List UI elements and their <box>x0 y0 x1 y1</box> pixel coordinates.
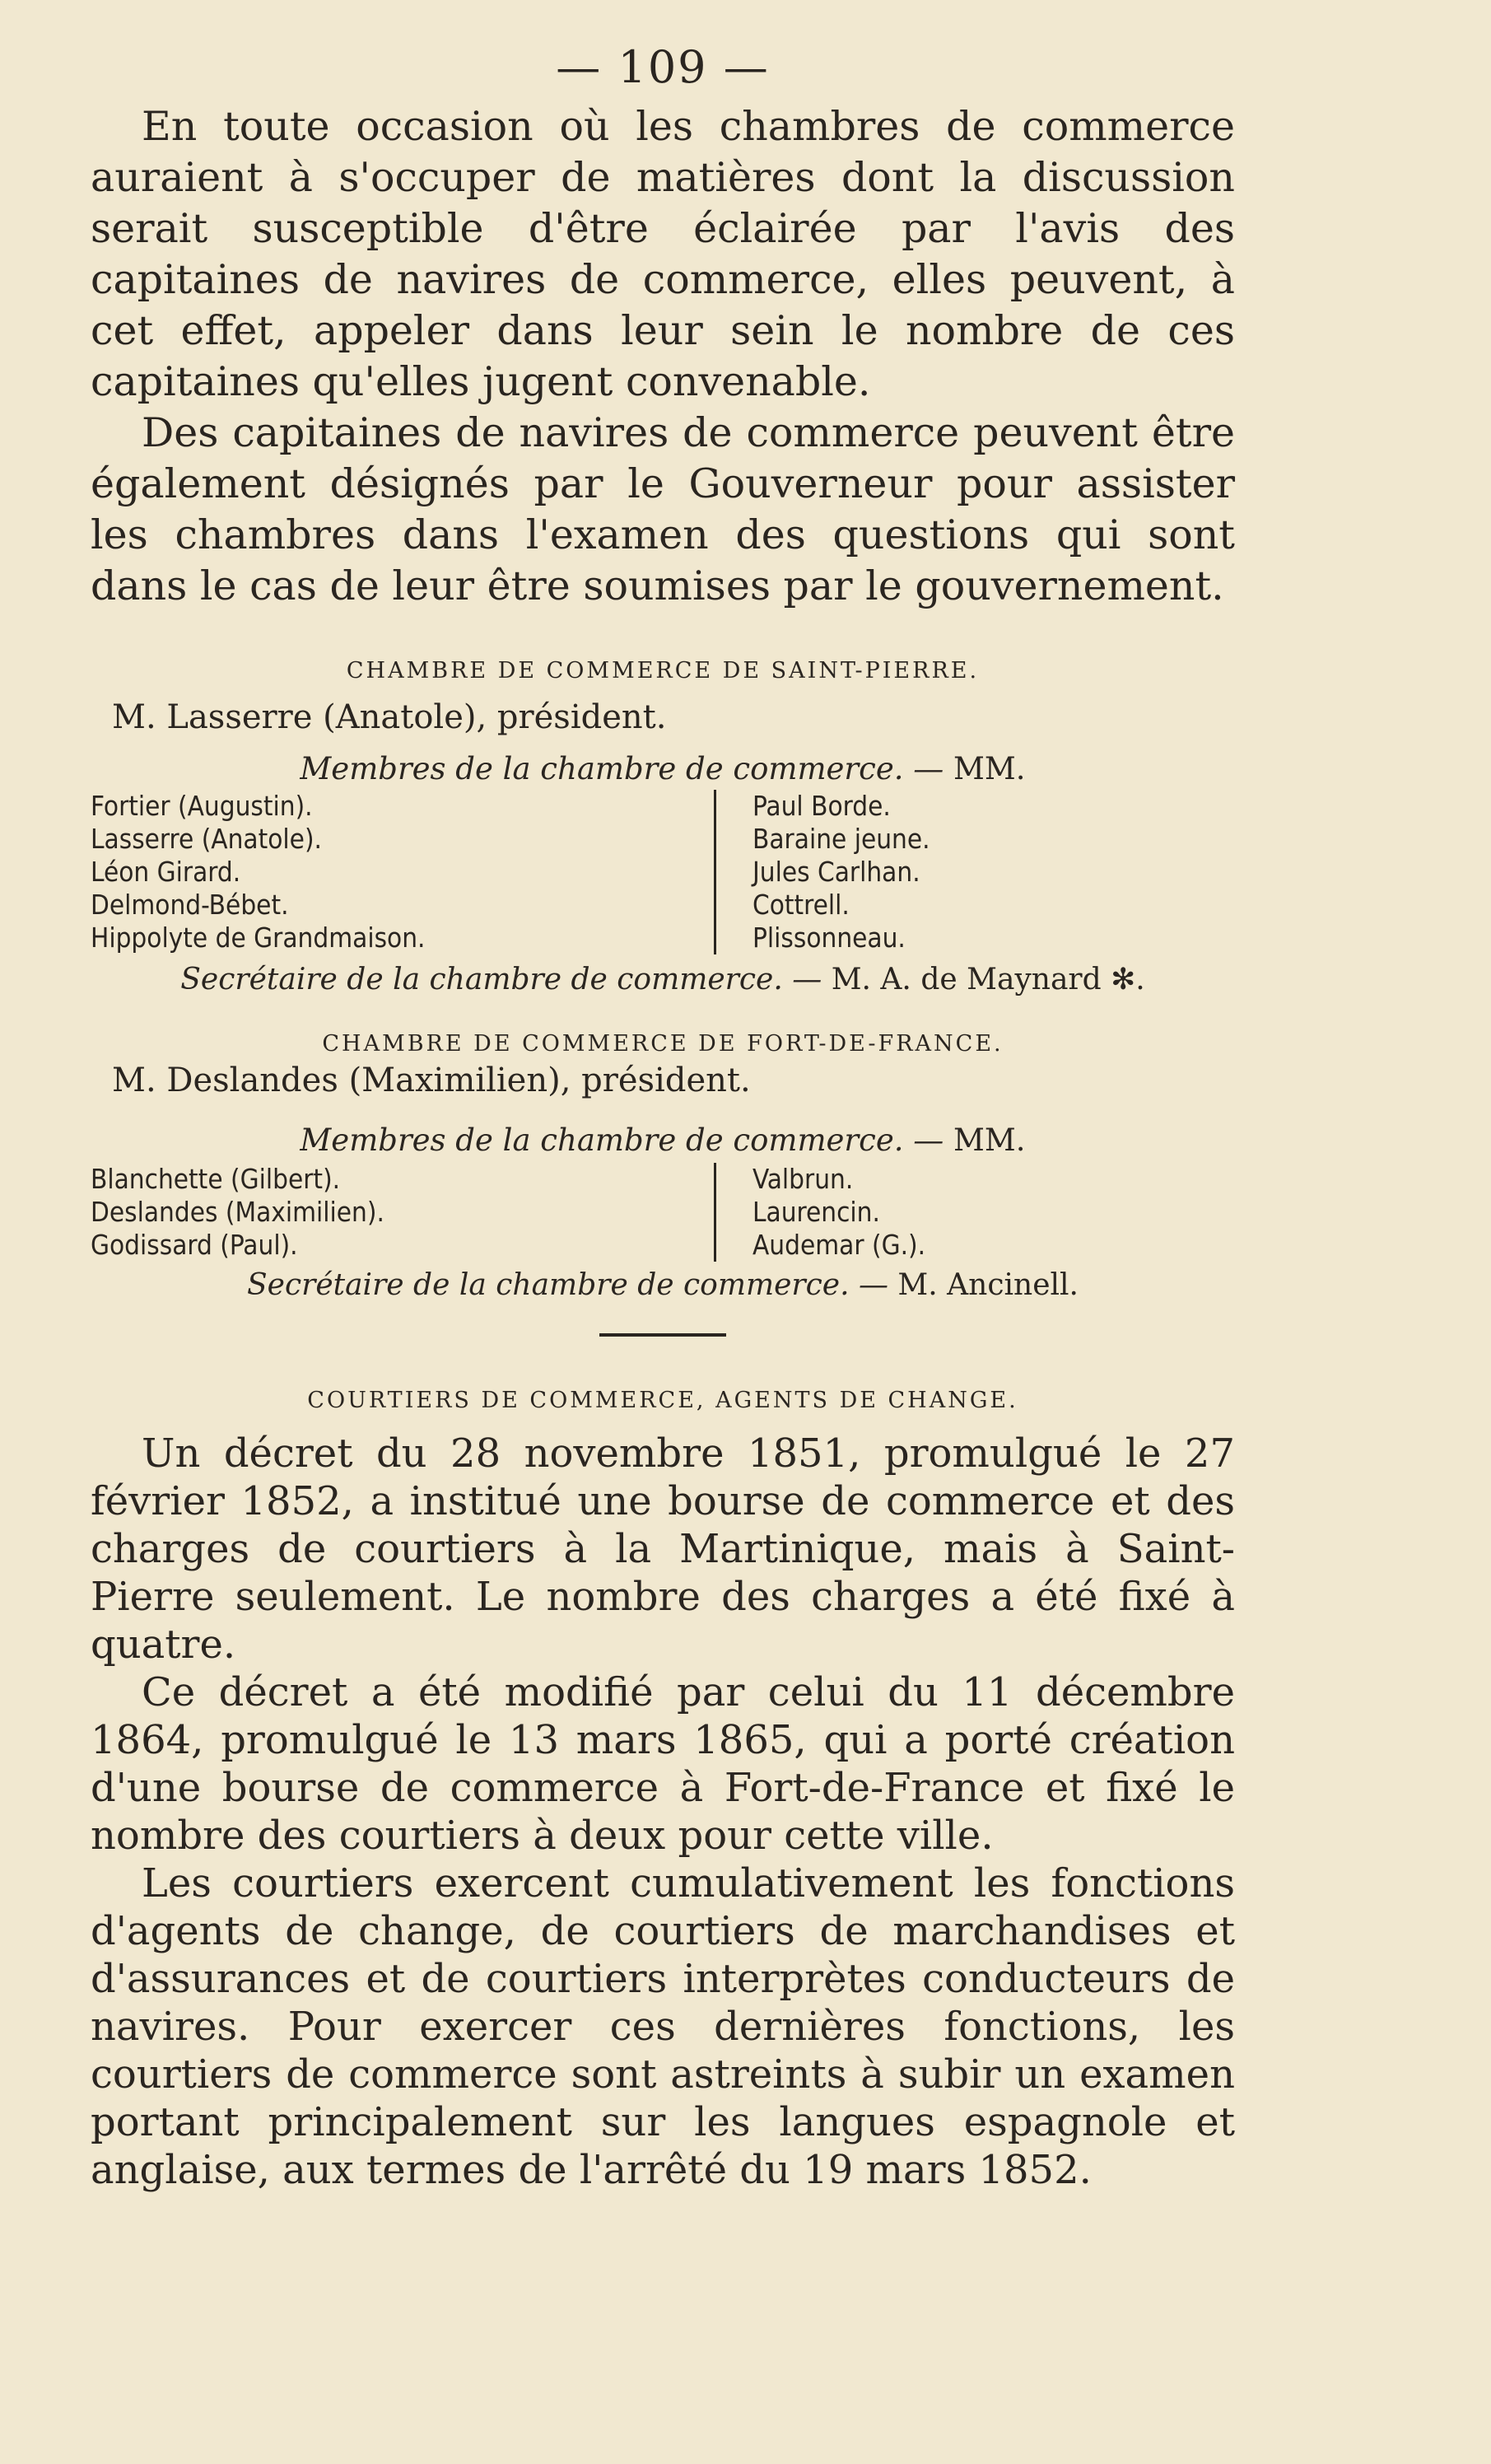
list-item: Laurencin. <box>752 1196 880 1228</box>
list-item: Baraine jeune. <box>752 823 930 855</box>
document-page <box>91 41 1235 2194</box>
fort-de-france-members-right <box>716 1163 925 1262</box>
fort-de-france-members-mm: MM. <box>953 1122 1026 1158</box>
saint-pierre-members-left <box>91 790 716 954</box>
fort-de-france-secretary <box>91 1268 1235 1302</box>
fort-de-france-secretary-name: M. Ancinell. <box>897 1268 1079 1302</box>
fort-de-france-members-left <box>91 1163 716 1262</box>
courtiers-body <box>91 1430 1235 2194</box>
list-item: Fortier (Augustin). <box>91 790 313 822</box>
courtiers-title: COURTIERS DE COMMERCE, AGENTS DE CHANGE. <box>307 1388 1018 1413</box>
courtiers-paragraph-1: Un décret du 28 novembre 1851, promulgué le 27 février 1852, a institué une bourse de commerce et des charges de courtiers à la Martinique, mais à Saint-Pierre seulement. Le nombre des charges a été fixé à quatre. <box>91 1430 1235 1668</box>
saint-pierre-section <box>91 658 1235 996</box>
fort-de-france-title: CHAMBRE DE COMMERCE DE FORT-DE-FRANCE. <box>322 1031 1004 1057</box>
list-item: Blanchette (Gilbert). <box>91 1163 341 1195</box>
list-item: Lasserre (Anatole). <box>91 823 322 855</box>
intro-paragraph-1: En toute occasion où les chambres de commerce auraient à s'occuper de matières dont la discussion serait susceptible d'être éclairée par l'avis des capitaines de navires de commerce, elles peuvent, à cet effet, appeler dans leur sein le nombre de ces capitaines qu'elles jugent convenable. <box>91 103 1235 405</box>
courtiers-paragraph-3: Les courtiers exercent cumulativement les fonctions d'agents de change, de courtiers de marchandises et d'assurances et de courtiers interprètes conducteurs de navires. Pour exercer ces dernières fonctions, les courtiers de commerce sont astreints à subir un examen portant principalement sur les langues espagnole et anglaise, aux termes de l'arrêté du 19 mars 1852. <box>91 1860 1235 2193</box>
list-item: Plissonneau. <box>752 922 906 954</box>
list-item: Audemar (G.). <box>752 1229 926 1261</box>
saint-pierre-members-heading <box>91 751 1235 786</box>
fort-de-france-members-columns <box>91 1163 1235 1262</box>
saint-pierre-president: M. Lasserre (Anatole), président. <box>112 698 667 736</box>
fort-de-france-members-heading <box>91 1122 1235 1158</box>
list-item: Jules Carlhan. <box>752 856 920 888</box>
saint-pierre-members-mm: MM. <box>953 751 1026 786</box>
list-item: Valbrun. <box>752 1163 854 1195</box>
saint-pierre-secretary-label: Secrétaire de la chambre de commerce. — <box>180 963 822 996</box>
list-item: Deslandes (Maximilien). <box>91 1196 384 1228</box>
courtiers-section <box>91 1388 1235 2194</box>
saint-pierre-title: CHAMBRE DE COMMERCE DE SAINT-PIERRE. <box>346 658 980 684</box>
saint-pierre-members-label: Membres de la chambre de commerce. — <box>300 751 944 786</box>
list-item: Paul Borde. <box>752 790 891 822</box>
saint-pierre-secretary <box>91 963 1235 996</box>
list-item: Cottrell. <box>752 889 850 921</box>
list-item: Hippolyte de Grandmaison. <box>91 922 426 954</box>
saint-pierre-members-right <box>716 790 930 954</box>
saint-pierre-members-columns <box>91 790 1235 954</box>
fort-de-france-president: M. Deslandes (Maximilien), président. <box>112 1062 751 1099</box>
list-item: Léon Girard. <box>91 856 241 888</box>
page-number: — 109 — <box>556 41 770 93</box>
fort-de-france-secretary-label: Secrétaire de la chambre de commerce. — <box>246 1268 888 1302</box>
intro-paragraph-2: Des capitaines de navires de commerce peuvent être également désignés par le Gouverneur pour assister les chambres dans l'examen des questions qui sont dans le cas de leur être soumises par le gouvernement. <box>91 409 1235 609</box>
section-divider <box>599 1333 726 1337</box>
list-item: Godissard (Paul). <box>91 1229 298 1261</box>
saint-pierre-secretary-name: M. A. de Maynard ✻. <box>831 963 1145 996</box>
courtiers-paragraph-2: Ce décret a été modifié par celui du 11 décembre 1864, promulgué le 13 mars 1865, qui a porté création d'une bourse de commerce à Fort-de-France et fixé le nombre des courtiers à deux pour cette ville. <box>91 1669 1235 1859</box>
fort-de-france-members-label: Membres de la chambre de commerce. — <box>300 1122 944 1158</box>
list-item: Delmond-Bébet. <box>91 889 289 921</box>
fort-de-france-section <box>91 1031 1235 1302</box>
